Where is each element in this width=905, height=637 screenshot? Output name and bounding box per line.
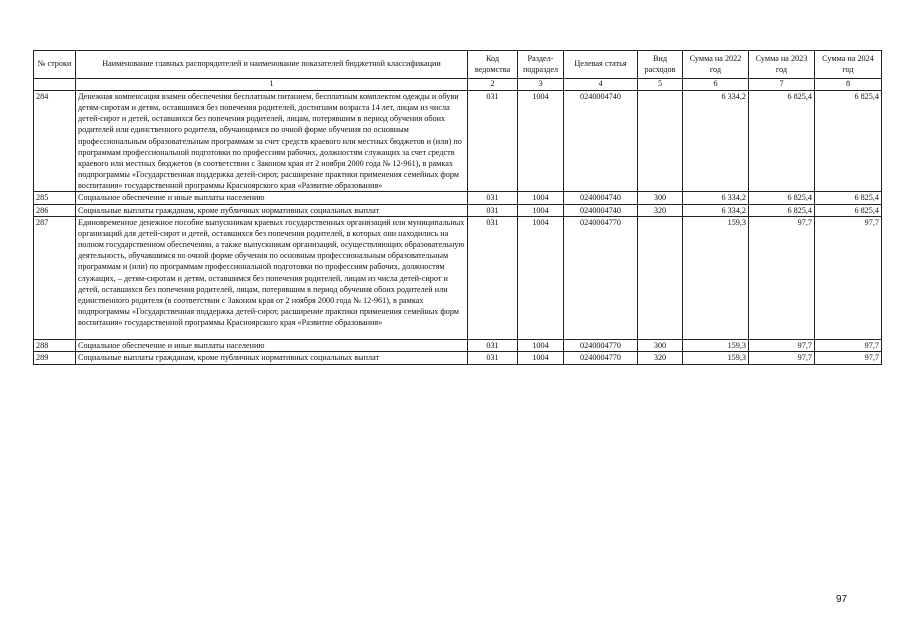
cell-sum-2022: 6 334,2 — [683, 192, 749, 204]
cell-row-number: 288 — [34, 340, 76, 352]
cell-target-article: 0240004770 — [564, 340, 638, 352]
cell-sum-2023: 6 825,4 — [749, 91, 815, 192]
table-row — [34, 204, 882, 216]
cell-sum-2024: 6 825,4 — [815, 91, 882, 192]
column-number: 2 — [468, 79, 518, 91]
column-number: 5 — [638, 79, 683, 91]
column-number: 4 — [564, 79, 638, 91]
cell-name: Социальное обеспечение и иные выплаты населению — [76, 340, 468, 352]
cell-target-article: 0240004770 — [564, 352, 638, 364]
cell-section: 1004 — [518, 352, 564, 364]
header-row-number: № строки — [34, 51, 76, 79]
cell-name: Единовременное денежное пособие выпускникам краевых государственных организаций или муниципальных организаций для детей-сирот и детей, оставшихся без попечения родителей, в которых они находились на полном государственном обеспечении, а также выпускникам организаций, осуществляющих образовательную деятельность, обучавшимся по очной форме обучения по основным профессиональным образовательным программам и (или) по программам профессиональной подготовки по профессиям рабочих, должностям служащих, – детям-сиротам и детям, оставшимся без попечения родителей, лицам из числа детей-сирот и детей, оставшихся без попечения родителей, лицам, потерявшим в период обучения обоих родителей или единственного родителя (в соответствии с Законом края от 2 ноября 2000 года № 12-961), в рамках подпрограммы «Государственная поддержка детей-сирот, расширение практики применения семейных форм воспитания» государственной программы Красноярского края «Развитие образования» — [76, 216, 468, 340]
cell-sum-2023: 6 825,4 — [749, 204, 815, 216]
table-row — [34, 352, 882, 364]
cell-row-number: 289 — [34, 352, 76, 364]
cell-name: Социальные выплаты гражданам, кроме публичных нормативных социальных выплат — [76, 352, 468, 364]
cell-expense-type: 320 — [638, 204, 683, 216]
cell-sum-2023: 97,7 — [749, 340, 815, 352]
column-number — [34, 79, 76, 91]
table-header-row — [34, 51, 882, 79]
cell-target-article: 0240004740 — [564, 204, 638, 216]
cell-sum-2023: 97,7 — [749, 352, 815, 364]
header-name: Наименование главных распорядителей и наименование показателей бюджетной классификации — [76, 51, 468, 79]
header-department-code: Код ведомства — [468, 51, 518, 79]
cell-sum-2024: 6 825,4 — [815, 204, 882, 216]
column-number-row — [34, 79, 882, 91]
cell-department-code: 031 — [468, 340, 518, 352]
cell-section: 1004 — [518, 204, 564, 216]
cell-department-code: 031 — [468, 192, 518, 204]
cell-name: Денежная компенсация взамен обеспечения бесплатным питанием, бесплатным комплектом одежды и обуви детям-сиротам и детям, оставшимся без попечения родителей, достигшим возраста 14 лет, лицам из числа детей-сирот и детей, оставшихся без попечения родителей, лицам, потерявшим в период обучения обоих родителей или единственного родителя, обучающимся по очной форме обучения по основным профессиональным образовательным программам за счет средств краевого или местных бюджетов и (или) по программам профессиональной подготовки по профессиям рабочих, должностям служащих за счет средств краевого или местных бюджетов (в соответствии с Законом края от 2 ноября 2000 года № 12-961), в рамках подпрограммы «Государственная поддержка детей-сирот, расширение практики применения семейных форм воспитания» государственной программы Красноярского края «Развитие образования» — [76, 91, 468, 192]
cell-sum-2022: 6 334,2 — [683, 91, 749, 192]
cell-section: 1004 — [518, 91, 564, 192]
cell-row-number: 284 — [34, 91, 76, 192]
column-number: 7 — [749, 79, 815, 91]
cell-sum-2024: 97,7 — [815, 216, 882, 340]
cell-expense-type: 300 — [638, 192, 683, 204]
table-row — [34, 216, 882, 340]
cell-section: 1004 — [518, 340, 564, 352]
cell-expense-type — [638, 216, 683, 340]
cell-name: Социальные выплаты гражданам, кроме публичных нормативных социальных выплат — [76, 204, 468, 216]
cell-name: Социальное обеспечение и иные выплаты населению — [76, 192, 468, 204]
header-expense-type: Вид расходов — [638, 51, 683, 79]
header-sum-2022: Сумма на 2022 год — [683, 51, 749, 79]
header-section: Раздел-подраздел — [518, 51, 564, 79]
cell-sum-2024: 6 825,4 — [815, 192, 882, 204]
page-number: 97 — [836, 594, 848, 605]
table-row — [34, 192, 882, 204]
cell-sum-2024: 97,7 — [815, 340, 882, 352]
header-sum-2023: Сумма на 2023 год — [749, 51, 815, 79]
cell-target-article: 0240004740 — [564, 192, 638, 204]
cell-row-number: 286 — [34, 204, 76, 216]
cell-expense-type: 320 — [638, 352, 683, 364]
column-number: 8 — [815, 79, 882, 91]
cell-target-article: 0240004770 — [564, 216, 638, 340]
column-number: 1 — [76, 79, 468, 91]
cell-sum-2022: 159,3 — [683, 352, 749, 364]
cell-sum-2022: 159,3 — [683, 340, 749, 352]
cell-sum-2022: 6 334,2 — [683, 204, 749, 216]
cell-section: 1004 — [518, 216, 564, 340]
cell-department-code: 031 — [468, 91, 518, 192]
cell-department-code: 031 — [468, 216, 518, 340]
cell-target-article: 0240004740 — [564, 91, 638, 192]
cell-department-code: 031 — [468, 352, 518, 364]
budget-table — [33, 50, 882, 365]
column-number: 3 — [518, 79, 564, 91]
cell-sum-2023: 6 825,4 — [749, 192, 815, 204]
header-target-article: Целевая статья — [564, 51, 638, 79]
cell-sum-2023: 97,7 — [749, 216, 815, 340]
cell-department-code: 031 — [468, 204, 518, 216]
cell-section: 1004 — [518, 192, 564, 204]
table-row — [34, 340, 882, 352]
column-number: 6 — [683, 79, 749, 91]
cell-row-number: 287 — [34, 216, 76, 340]
cell-expense-type — [638, 91, 683, 192]
cell-sum-2022: 159,3 — [683, 216, 749, 340]
table-row — [34, 91, 882, 192]
cell-sum-2024: 97,7 — [815, 352, 882, 364]
header-sum-2024: Сумма на 2024 год — [815, 51, 882, 79]
cell-row-number: 285 — [34, 192, 76, 204]
cell-expense-type: 300 — [638, 340, 683, 352]
